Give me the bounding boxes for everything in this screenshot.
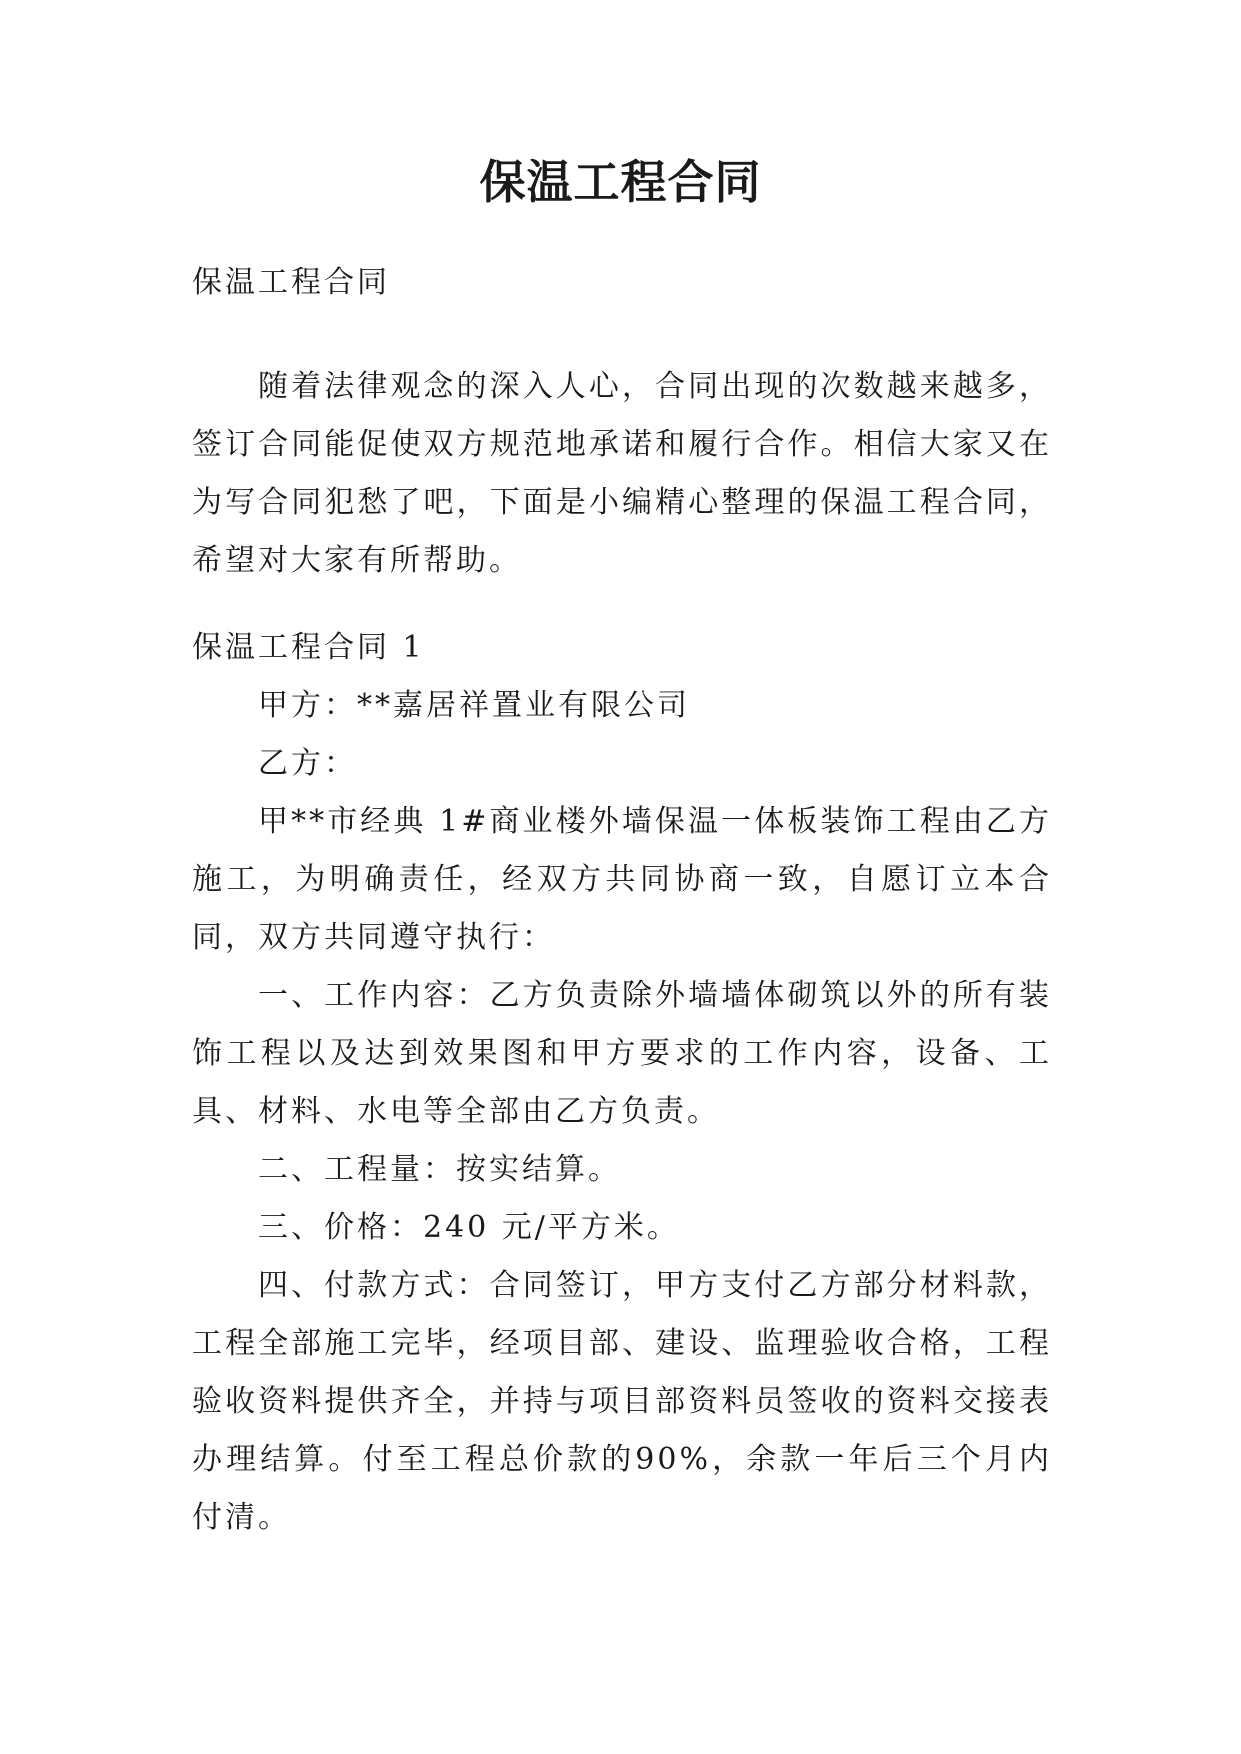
- intro-block: [192, 358, 1052, 590]
- contract-section: [192, 619, 1052, 1547]
- party-a: 甲方：**嘉居祥置业有限公司: [258, 688, 690, 723]
- document-subtitle: [192, 254, 1052, 312]
- party-b: 乙方：: [258, 746, 357, 781]
- clause-work-content: 一、工作内容：乙方负责除外墙墙体砌筑以外的所有装饰工程以及达到效果图和甲方要求的工作内容，设备、工具、材料、水电等全部由乙方负责。: [192, 978, 1052, 1129]
- intro-paragraph: 随着法律观念的深入人心，合同出现的次数越来越多，签订合同能促使双方规范地承诺和履行合作。相信大家又在为写合同犯愁了吧，下面是小编精心整理的保温工程合同，希望对大家有所帮助。: [192, 369, 1052, 578]
- clause-quantity: 二、工程量：按实结算。: [258, 1152, 621, 1187]
- clause-price: 三、价格：240 元/平方米。: [258, 1210, 680, 1245]
- section-heading: 保温工程合同 1: [192, 630, 425, 665]
- subtitle-text: 保温工程合同: [192, 265, 390, 300]
- document-title: 保温工程合同: [479, 155, 762, 209]
- project-statement: 甲**市经典 1#商业楼外墙保温一体板装饰工程由乙方施工，为明确责任，经双方共同协商一致，自愿订立本合同，双方共同遵守执行：: [192, 804, 1052, 955]
- clause-payment: 四、付款方式：合同签订，甲方支付乙方部分材料款，工程全部施工完毕，经项目部、建设、监理验收合格，工程验收资料提供齐全，并持与项目部资料员签收的资料交接表办理结算。付至工程总价款的90%，余款一年后三个月内付清。: [192, 1268, 1052, 1535]
